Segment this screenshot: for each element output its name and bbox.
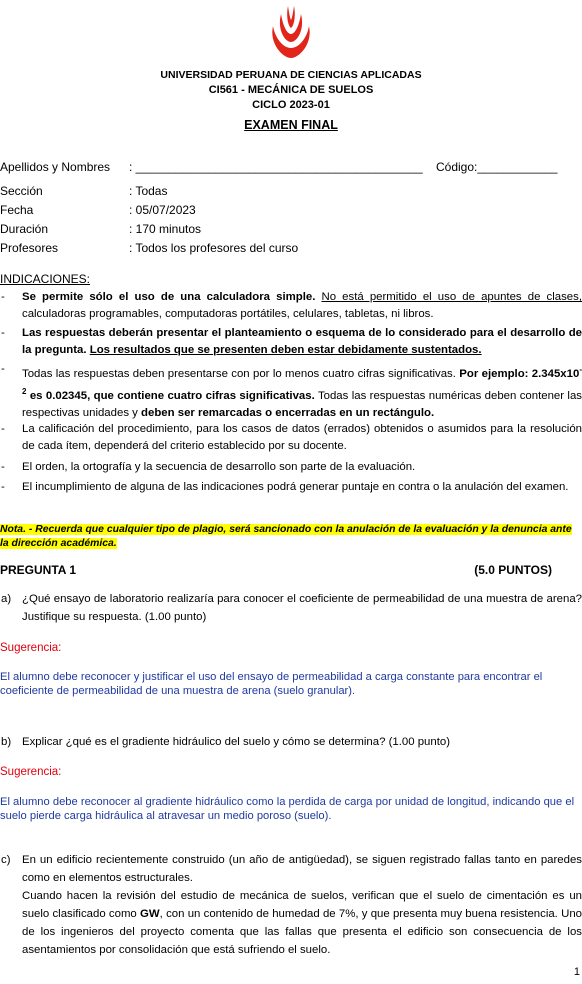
question-1-points: (5.0 PUNTOS) [474, 563, 552, 577]
answer-1a: El alumno debe reconocer y justificar el uso del ensayo de permeabilidad a carga constante para encontrar el coeficiente de permeabilidad de una muestra de arena (suelo granular). [0, 671, 543, 697]
duration-value: : 170 minutos [129, 222, 202, 236]
exam-page: UNIVERSIDAD PERUANA DE CIENCIAS APLICADAS CI561 - MECÁNICA DE SUELOS CICLO 2023-01 EXAMEN FINAL Apellidos y Nombres : ___________________________________________ Código:____________ Sección : Todas Fecha : 05/07/2023 Duración : 170 minutos Profesores : Todos los profesores del curso INDICACIONES: - Se permite sólo el uso de una calculadora simple. No está permitido el uso de apuntes de clases, calculadoras programables, computadoras portátiles, celulares, tabletas, ni libros. - Las respuestas deberán presentar el planteamiento o esquema de lo considerado para el desarrollo de la pregunta. Los resultados que se presenten deben estar debidamente sustentados. - Todas las respuestas deben presentarse con por lo menos cuatro cifras significativas. Por ejemplo: $2.345x10^{-2}$ es 0.02345, que contiene cuatro cifras significativas. Todas las respuestas numéricas deben contener las respectivas unidades y deben ser remarcadas o encerradas en un rectángulo. - La calificación del procedimiento, para los casos de datos (errados) obtenidos o asumidos para la resolución de cada ítem, dependerá del criterio establecido por su docente. - El orden, la ortografía y la secuencia de desarrollo son parte de la evaluación. - El incumplimiento de alguna de las indicaciones podrá generar puntaje en contra o la anulación del examen. Nota. - Recuerda que cualquier tipo de plagio, será sancionado con la anulación de la evaluación y la denuncia ante la dirección académica. PREGUNTA 1 (5.0 PUNTOS) a) ¿Qué ensayo de laboratorio realizaría para conocer el coeficiente de permeabilidad de una muestra de arena? Justifique su respuesta. (1.00 punto) Sugerencia: El alumno debe reconocer y justificar el uso del ensayo de permeabilidad a carga constante para encontrar el coeficiente de permeabilidad de una muestra de arena (suelo granular). b) Explicar ¿qué es el gradiente hidráulico del suelo y cómo se determina? (1.00 punto) Sugerencia: El alumno debe reconocer al gradiente hidráulico como la perdida de carga por unidad de longitud, indicando que el suelo pierde carga hidráulica al atravesar un medio poroso (suelo). c) En un edificio recientemente construido (un año de antigüedad), se siguen registrado fallas tanto en paredes como en elementos estructurales. Cuando hacen la revisión del estudio de mecánica de suelos, verifican que el suelo de cimentación es un suelo clasificado como GW, con un contenido de humedad de 7%, y que presenta muy buena resistencia. Uno de los ingenieros del proyecto comenta que las fallas que presenta el edificio son consecuencia de los asentamientos por consolidación que está sufriendo el suelo. 1 [0, 0, 582, 984]
answer-1b: El alumno debe reconocer al gradiente hidráulico como la perdida de carga por unidad de longitud, indicando que el suelo pierde carga hidráulica al atravesar un medio poroso (suelo). [0, 796, 575, 822]
section-label: Sección [0, 184, 43, 198]
question-1-header [0, 563, 582, 577]
upc-logo [259, 4, 323, 62]
hint-label-a: Sugerencia: [0, 642, 62, 654]
exam-title: EXAMEN FINAL [244, 118, 338, 132]
university-name: UNIVERSIDAD PERUANA DE CIENCIAS APLICADAS [160, 69, 422, 81]
cycle: CICLO 2023-01 [252, 99, 330, 111]
course-name: CI561 - MECÁNICA DE SUELOS [208, 84, 374, 96]
date-label: Fecha [0, 203, 34, 217]
professors-label: Profesores [0, 241, 59, 255]
duration-label: Duración [0, 222, 49, 236]
plagiarism-note: Nota. - Recuerda que cualquier tipo de plagio, será sancionado con la anulación de la evaluación y la denuncia ante la dirección académica. [0, 524, 572, 549]
professors-value: : Todos los profesores del curso [129, 241, 299, 255]
names-label: Apellidos y Nombres [0, 160, 111, 174]
date-value: : 05/07/2023 [129, 203, 196, 217]
names-field[interactable]: : ___________________________________________ [129, 160, 423, 174]
question-1-title: PREGUNTA 1 [0, 563, 77, 577]
hint-label-b: Sugerencia: [0, 766, 62, 778]
section-value: : Todas [129, 184, 168, 198]
code-field[interactable]: Código:____________ [436, 160, 558, 174]
page-number: 1 [573, 966, 580, 978]
indications-title: INDICACIONES: [0, 272, 91, 286]
